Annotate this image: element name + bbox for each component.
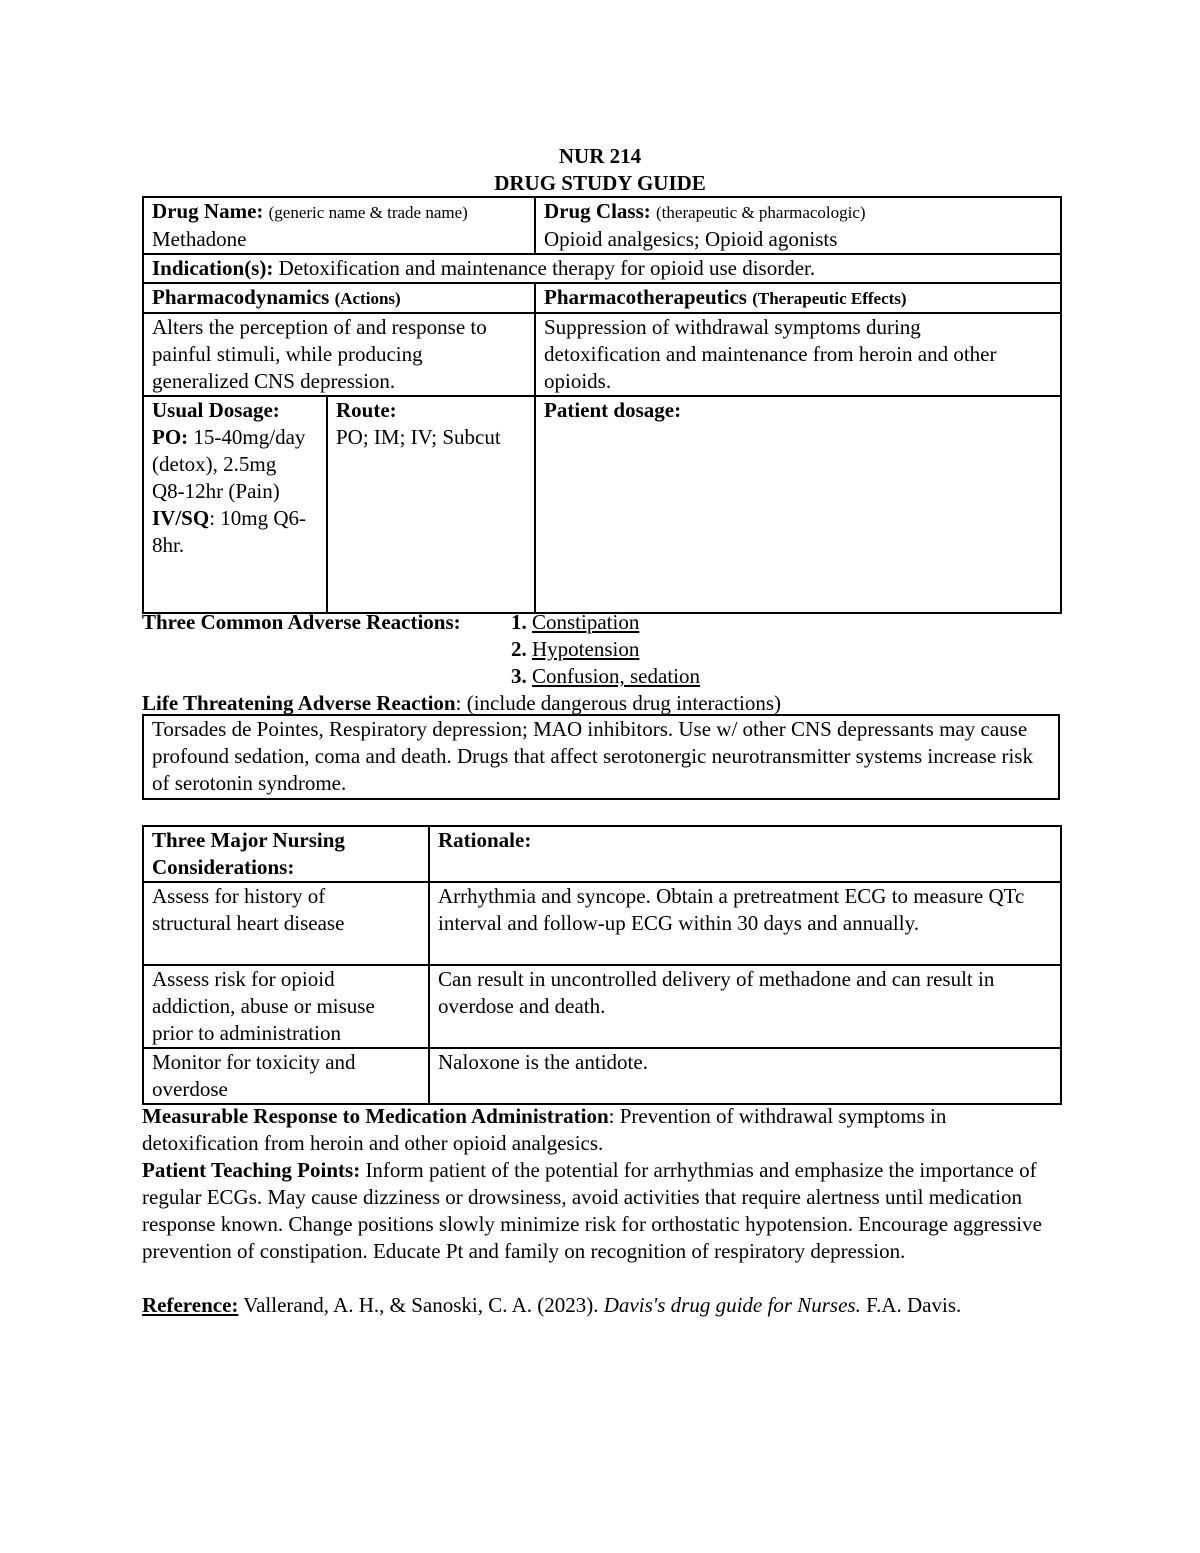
- nursing-col-header: Three Major Nursing Considerations:: [143, 826, 429, 882]
- patient-dosage-cell: [535, 396, 1061, 613]
- po-label: PO:: [152, 425, 189, 449]
- iv-value: : 10mg Q6-8hr.: [152, 506, 307, 557]
- measurable-response: [142, 1103, 1062, 1157]
- adverse-item-number: 2.: [511, 637, 527, 661]
- route-cell: [327, 396, 535, 613]
- route-label: Route:: [336, 398, 397, 422]
- pharmacotherapeutics-header: [535, 283, 1061, 313]
- adverse-item-text: Constipation: [532, 610, 640, 634]
- rationale-col-header: Rationale:: [429, 826, 1061, 882]
- patient-teaching-label: Patient Teaching Points:: [142, 1158, 361, 1182]
- adverse-item-number: 1.: [511, 610, 527, 634]
- nursing-consideration-2: Assess risk for opioid addiction, abuse or misuse prior to administration: [143, 965, 429, 1048]
- drug-class-cell: [535, 197, 1061, 254]
- drug-name-hint: (generic name & trade name): [268, 203, 468, 222]
- nursing-considerations-table: [142, 825, 1062, 1105]
- adverse-item-2: [511, 636, 639, 663]
- drug-class-label: Drug Class:: [544, 199, 651, 223]
- reference: [142, 1292, 1062, 1319]
- life-threatening-label: Life Threatening Adverse Reaction: [142, 691, 456, 715]
- usual-dosage-cell: [143, 396, 327, 613]
- reference-authors: Vallerand, A. H., & Sanoski, C. A. (2023).: [238, 1293, 604, 1317]
- drug-name-label: Drug Name:: [152, 199, 264, 223]
- drug-name-cell: [143, 197, 535, 254]
- adverse-item-3: [511, 663, 700, 690]
- adverse-item-number: 3.: [511, 664, 527, 688]
- pharmacodynamics-label: Pharmacodynamics: [152, 285, 330, 309]
- pharmacotherapeutics-hint: (Therapeutic Effects): [752, 289, 907, 308]
- life-threatening-table: [142, 714, 1060, 800]
- nursing-rationale-2: Can result in uncontrolled delivery of methadone and can result in overdose and death.: [429, 965, 1061, 1048]
- nursing-rationale-1: Arrhythmia and syncope. Obtain a pretreatment ECG to measure QTc interval and follow-up ECG within 30 days and annually.: [429, 882, 1061, 965]
- pharmacotherapeutics-label: Pharmacotherapeutics: [544, 285, 747, 309]
- measurable-response-value: : Prevention of withdrawal symptoms in detoxification from heroin and other opioid analgesics.: [142, 1104, 947, 1155]
- patient-dosage-label: Patient dosage:: [544, 398, 682, 422]
- drug-info-table: [142, 196, 1062, 614]
- document-title: DRUG STUDY GUIDE: [494, 171, 706, 195]
- pharmacodynamics-value: Alters the perception of and response to painful stimuli, while producing generalized CNS depression.: [143, 313, 535, 396]
- adverse-item-1: [511, 609, 639, 636]
- course-code: NUR 214: [558, 144, 642, 168]
- nursing-rationale-3: Naloxone is the antidote.: [429, 1048, 1061, 1104]
- iv-label: IV/SQ: [152, 506, 210, 530]
- reference-label: Reference:: [142, 1293, 239, 1317]
- pharmacodynamics-header: [143, 283, 535, 313]
- po-value: 15-40mg/day (detox), 2.5mg Q8-12hr (Pain): [152, 425, 306, 503]
- life-threatening-value: Torsades de Pointes, Respiratory depression; MAO inhibitors. Use w/ other CNS depressants may cause profound sedation, coma and death. Drugs that affect serotonergic neurotransmitter systems increase risk of serotonin syndrome.: [143, 715, 1059, 799]
- usual-dosage-label: Usual Dosage:: [152, 398, 280, 422]
- adverse-item-text: Confusion, sedation: [532, 664, 700, 688]
- reference-book: Davis's drug guide for Nurses.: [603, 1293, 861, 1317]
- life-threatening-heading: [142, 690, 781, 717]
- pharmacotherapeutics-value: Suppression of withdrawal symptoms during detoxification and maintenance from heroin and other opioids.: [535, 313, 1061, 396]
- measurable-response-label: Measurable Response to Medication Administration: [142, 1104, 609, 1128]
- route-value: PO; IM; IV; Subcut: [336, 425, 501, 449]
- adverse-item-text: Hypotension: [532, 637, 640, 661]
- nursing-consideration-1: Assess for history of structural heart disease: [143, 882, 429, 965]
- life-threatening-hint: : (include dangerous drug interactions): [455, 691, 782, 715]
- nursing-consideration-3: Monitor for toxicity and overdose: [143, 1048, 429, 1104]
- pharmacodynamics-hint: (Actions): [334, 289, 401, 308]
- drug-class-hint: (therapeutic & pharmacologic): [656, 203, 866, 222]
- indication-label: Indication(s):: [152, 256, 274, 280]
- adverse-reactions-label: Three Common Adverse Reactions:: [142, 610, 461, 634]
- indication-value: Detoxification and maintenance therapy for opioid use disorder.: [278, 256, 816, 280]
- drug-name-value: Methadone: [152, 227, 247, 251]
- patient-teaching-value: Inform patient of the potential for arrhythmias and emphasize the importance of regular ECGs. May cause dizziness or drowsiness, avoid activities that require alertness until medication response known. Change positions slowly minimize risk for orthostatic hypotension. Encourage aggressive prevention of constipation. Educate Pt and family on recognition of respiratory depression.: [142, 1158, 1042, 1263]
- indication-cell: [143, 254, 1061, 283]
- reference-publisher: F.A. Davis.: [860, 1293, 962, 1317]
- drug-class-value: Opioid analgesics; Opioid agonists: [544, 227, 838, 251]
- patient-teaching: [142, 1157, 1062, 1265]
